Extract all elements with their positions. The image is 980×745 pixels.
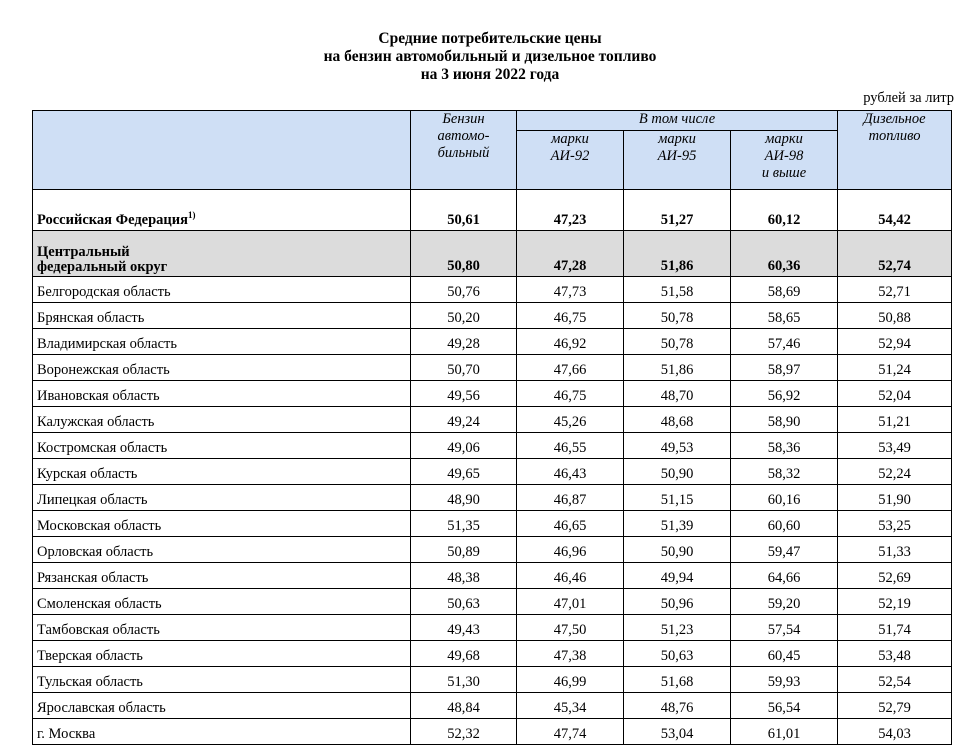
- cell-diesel: 51,74: [838, 615, 952, 641]
- cell-ai98: 60,45: [731, 641, 838, 667]
- cell-ai95: 49,53: [624, 433, 731, 459]
- row-name: Курская область: [33, 459, 411, 485]
- cell-gasoline: 49,65: [411, 459, 517, 485]
- cell-diesel: 50,88: [838, 303, 952, 329]
- cell-ai98: 59,47: [731, 537, 838, 563]
- cell-diesel: 51,90: [838, 485, 952, 511]
- cell-ai98: 58,97: [731, 355, 838, 381]
- row-name: г. Москва: [33, 719, 411, 745]
- document-title: [0, 30, 980, 84]
- cell-gasoline: 50,89: [411, 537, 517, 563]
- table-row: [33, 381, 952, 407]
- cell-ai98: 56,92: [731, 381, 838, 407]
- cell-ai92: 46,55: [517, 433, 624, 459]
- cell-ai95: 53,04: [624, 719, 731, 745]
- table-row: [33, 407, 952, 433]
- table-row: [33, 693, 952, 719]
- cell-ai98: 59,93: [731, 667, 838, 693]
- cell-ai95: 50,63: [624, 641, 731, 667]
- cell-ai95: 51,86: [624, 355, 731, 381]
- table-row: [33, 511, 952, 537]
- cell-ai92: 47,28: [517, 231, 624, 277]
- cell-gasoline: 49,24: [411, 407, 517, 433]
- table-row-central-district: [33, 231, 952, 277]
- cell-ai92: 46,46: [517, 563, 624, 589]
- cell-ai92: 46,99: [517, 667, 624, 693]
- cell-gasoline: 49,06: [411, 433, 517, 459]
- cell-gasoline: 51,30: [411, 667, 517, 693]
- table-row: [33, 563, 952, 589]
- cell-ai98: 57,54: [731, 615, 838, 641]
- cell-ai98: 60,60: [731, 511, 838, 537]
- table-row: [33, 433, 952, 459]
- cell-gasoline: 50,63: [411, 589, 517, 615]
- header-ai92: марки АИ-92: [517, 131, 624, 190]
- header-ai95: марки АИ-95: [624, 131, 731, 190]
- row-name: Калужская область: [33, 407, 411, 433]
- cell-diesel: 53,49: [838, 433, 952, 459]
- cell-diesel: 52,04: [838, 381, 952, 407]
- cell-ai98: 58,32: [731, 459, 838, 485]
- table-row: [33, 329, 952, 355]
- cell-ai95: 48,76: [624, 693, 731, 719]
- table-row: [33, 589, 952, 615]
- cell-ai98: 60,16: [731, 485, 838, 511]
- cell-diesel: 52,74: [838, 231, 952, 277]
- header-diesel: Дизельное топливо: [838, 111, 952, 190]
- cell-gasoline: 49,68: [411, 641, 517, 667]
- table-row: [33, 303, 952, 329]
- table-row: [33, 355, 952, 381]
- cell-gasoline: 49,56: [411, 381, 517, 407]
- cell-ai92: 45,26: [517, 407, 624, 433]
- cell-ai92: 46,75: [517, 303, 624, 329]
- cell-gasoline: 50,76: [411, 277, 517, 303]
- title-line-1: Средние потребительские цены: [378, 30, 602, 47]
- cell-diesel: 53,48: [838, 641, 952, 667]
- cell-ai92: 47,74: [517, 719, 624, 745]
- row-name: Липецкая область: [33, 485, 411, 511]
- cell-ai92: 46,92: [517, 329, 624, 355]
- cell-diesel: 52,94: [838, 329, 952, 355]
- cell-ai95: 50,78: [624, 329, 731, 355]
- cell-ai95: 51,39: [624, 511, 731, 537]
- table-row: [33, 485, 952, 511]
- header-including: В том числе: [517, 111, 838, 131]
- cell-diesel: 54,42: [838, 190, 952, 231]
- cell-gasoline: 49,43: [411, 615, 517, 641]
- cell-diesel: 53,25: [838, 511, 952, 537]
- row-name: Орловская область: [33, 537, 411, 563]
- row-name: Рязанская область: [33, 563, 411, 589]
- cell-ai98: 60,12: [731, 190, 838, 231]
- cell-diesel: 51,24: [838, 355, 952, 381]
- row-name: Тверская область: [33, 641, 411, 667]
- row-name: Центральный федеральный округ: [33, 231, 411, 277]
- cell-gasoline: 48,38: [411, 563, 517, 589]
- cell-gasoline: 51,35: [411, 511, 517, 537]
- table-row: [33, 641, 952, 667]
- cell-diesel: 52,69: [838, 563, 952, 589]
- cell-gasoline: 48,90: [411, 485, 517, 511]
- row-name: Ярославская область: [33, 693, 411, 719]
- cell-diesel: 52,24: [838, 459, 952, 485]
- table-row: [33, 537, 952, 563]
- row-name: Московская область: [33, 511, 411, 537]
- cell-ai95: 51,58: [624, 277, 731, 303]
- cell-diesel: 51,33: [838, 537, 952, 563]
- cell-diesel: 52,79: [838, 693, 952, 719]
- cell-ai92: 47,66: [517, 355, 624, 381]
- row-name: Российская Федерация$^{1)}$: [33, 190, 411, 231]
- header-region: [33, 111, 411, 190]
- cell-ai92: 47,50: [517, 615, 624, 641]
- cell-ai92: 46,75: [517, 381, 624, 407]
- cell-ai95: 50,90: [624, 459, 731, 485]
- cell-ai95: 51,15: [624, 485, 731, 511]
- table-row-russian-federation: [33, 190, 952, 231]
- cell-ai92: 46,87: [517, 485, 624, 511]
- units-label: рублей за литр: [863, 90, 954, 106]
- cell-ai95: 51,23: [624, 615, 731, 641]
- fuel-prices-table: [32, 110, 952, 745]
- cell-ai92: 45,34: [517, 693, 624, 719]
- cell-ai98: 59,20: [731, 589, 838, 615]
- cell-ai98: 57,46: [731, 329, 838, 355]
- cell-diesel: 54,03: [838, 719, 952, 745]
- cell-ai98: 58,90: [731, 407, 838, 433]
- row-name: Костромская область: [33, 433, 411, 459]
- cell-ai98: 58,36: [731, 433, 838, 459]
- cell-ai98: 56,54: [731, 693, 838, 719]
- cell-ai98: 58,65: [731, 303, 838, 329]
- cell-diesel: 52,54: [838, 667, 952, 693]
- cell-diesel: 52,19: [838, 589, 952, 615]
- cell-ai92: 46,96: [517, 537, 624, 563]
- row-name: Брянская область: [33, 303, 411, 329]
- row-name: Воронежская область: [33, 355, 411, 381]
- footnote-marker: 1): [187, 210, 196, 220]
- row-name: Белгородская область: [33, 277, 411, 303]
- cell-ai92: 46,43: [517, 459, 624, 485]
- cell-ai92: 47,01: [517, 589, 624, 615]
- cell-ai95: 49,94: [624, 563, 731, 589]
- cell-diesel: 52,71: [838, 277, 952, 303]
- cell-ai92: 46,65: [517, 511, 624, 537]
- cell-ai95: 50,90: [624, 537, 731, 563]
- table-row: [33, 277, 952, 303]
- cell-ai98: 61,01: [731, 719, 838, 745]
- row-name: Тамбовская область: [33, 615, 411, 641]
- cell-gasoline: 50,61: [411, 190, 517, 231]
- cell-ai98: 60,36: [731, 231, 838, 277]
- cell-ai95: 48,70: [624, 381, 731, 407]
- cell-ai92: 47,73: [517, 277, 624, 303]
- cell-ai95: 51,86: [624, 231, 731, 277]
- cell-ai92: 47,23: [517, 190, 624, 231]
- cell-diesel: 51,21: [838, 407, 952, 433]
- cell-ai95: 50,78: [624, 303, 731, 329]
- cell-ai95: 51,27: [624, 190, 731, 231]
- row-name: Тульская область: [33, 667, 411, 693]
- row-name: Ивановская область: [33, 381, 411, 407]
- table-row: [33, 719, 952, 745]
- cell-gasoline: 48,84: [411, 693, 517, 719]
- cell-gasoline: 50,70: [411, 355, 517, 381]
- title-line-3: на 3 июня 2022 года: [420, 66, 560, 83]
- cell-ai98: 58,69: [731, 277, 838, 303]
- table-row: [33, 459, 952, 485]
- cell-gasoline: 52,32: [411, 719, 517, 745]
- row-name: Владимирская область: [33, 329, 411, 355]
- cell-ai95: 50,96: [624, 589, 731, 615]
- row-name: Смоленская область: [33, 589, 411, 615]
- header-gasoline: Бензин автомо- бильный: [411, 111, 517, 190]
- cell-gasoline: 50,20: [411, 303, 517, 329]
- title-line-2: на бензин автомобильный и дизельное топливо: [323, 48, 657, 65]
- cell-gasoline: 49,28: [411, 329, 517, 355]
- cell-ai92: 47,38: [517, 641, 624, 667]
- cell-gasoline: 50,80: [411, 231, 517, 277]
- header-ai98: марки АИ-98 и выше: [731, 131, 838, 190]
- table-row: [33, 615, 952, 641]
- cell-ai95: 51,68: [624, 667, 731, 693]
- cell-ai95: 48,68: [624, 407, 731, 433]
- cell-ai98: 64,66: [731, 563, 838, 589]
- table-row: [33, 667, 952, 693]
